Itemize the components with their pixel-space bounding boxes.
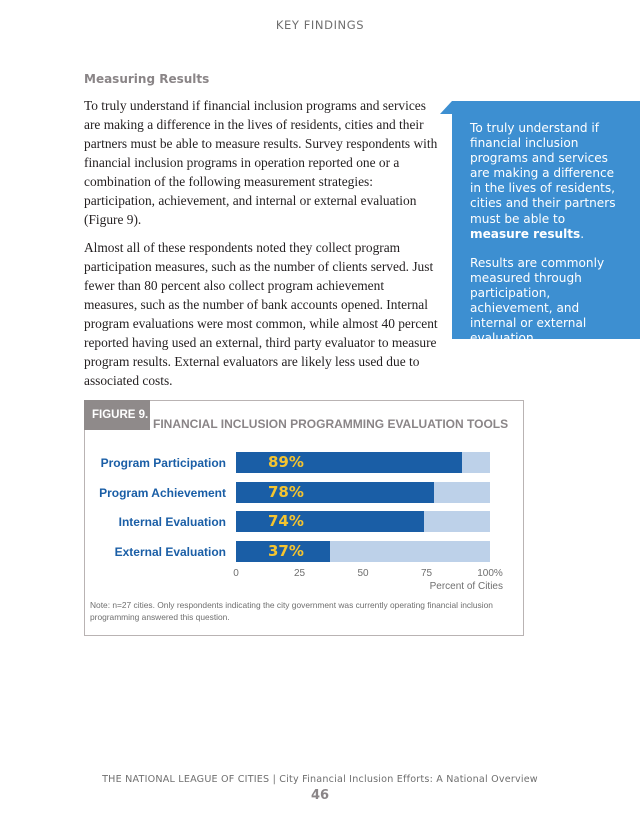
section-title: Measuring Results — [84, 72, 210, 86]
callout-tab — [440, 101, 452, 114]
bar-label: Program Participation — [100, 456, 226, 470]
bar-value-label: 78% — [268, 482, 304, 501]
paragraph-2: Almost all of these respondents noted they collect program participation measures, such as the number of clients served. Just fewer than 80 percent also collect program achievement measures, such as the number of bank accounts opened. Internal program evaluations were most common, while almost 40 percent reported having used an external, third party evaluator to measure program results. External evaluators are likely less used due to associated costs. — [84, 240, 438, 388]
page-number: 46 — [310, 788, 330, 803]
bar-value-label: 37% — [268, 541, 304, 560]
figure-label: FIGURE 9. — [84, 400, 150, 430]
x-tick: 0 — [233, 568, 239, 579]
figure-title: FINANCIAL INCLUSION PROGRAMMING EVALUATION TOOLS — [153, 417, 509, 431]
bar-value-label: 89% — [268, 453, 304, 471]
x-tick: 75 — [420, 568, 433, 579]
running-header: KEY FINDINGS — [275, 18, 365, 32]
pull-quote-callout — [452, 101, 640, 346]
paragraph-1: To truly understand if financial inclusion programs and services are making a difference in the lives of residents, cities and their partners must be able to measure results. Survey respondents with financial inclusion programs in operation reported one or a combination of the following measurement strategies: participation, achievement, and internal or external evaluation (Figure 9). — [84, 98, 438, 227]
callout-text-1 — [470, 121, 624, 242]
bar-value-label: 74% — [268, 512, 304, 530]
x-tick: 25 — [293, 568, 306, 579]
callout-text-1-post: . — [580, 226, 585, 241]
callout-text-1-bold: measure results — [470, 226, 581, 241]
x-axis-title: Percent of Cities — [429, 581, 503, 592]
bar-label: External Evaluation — [114, 544, 226, 559]
bar-label: Internal Evaluation — [118, 515, 226, 529]
callout-text-1-pre: To truly understand if financial inclusion programs and services are making a difference in the lives of residents, cities and their partners must be able to — [470, 121, 616, 226]
figure-9 — [84, 400, 524, 636]
x-tick: 50 — [357, 568, 369, 579]
bar-label: Program Achievement — [99, 485, 226, 500]
x-tick: 100% — [477, 568, 503, 579]
figure-note: Note: n=27 cities. Only respondents indicating the city government was currently operating financial inclusion programming answered this question. — [90, 600, 493, 622]
bar — [236, 482, 434, 503]
callout-text-2: Results are commonly measured through participation, achievement, and internal or external evaluation. — [470, 255, 605, 346]
bar — [236, 511, 424, 532]
page-footer: THE NATIONAL LEAGUE OF CITIES | City Financial Inclusion Efforts: A National Overview — [102, 774, 538, 785]
